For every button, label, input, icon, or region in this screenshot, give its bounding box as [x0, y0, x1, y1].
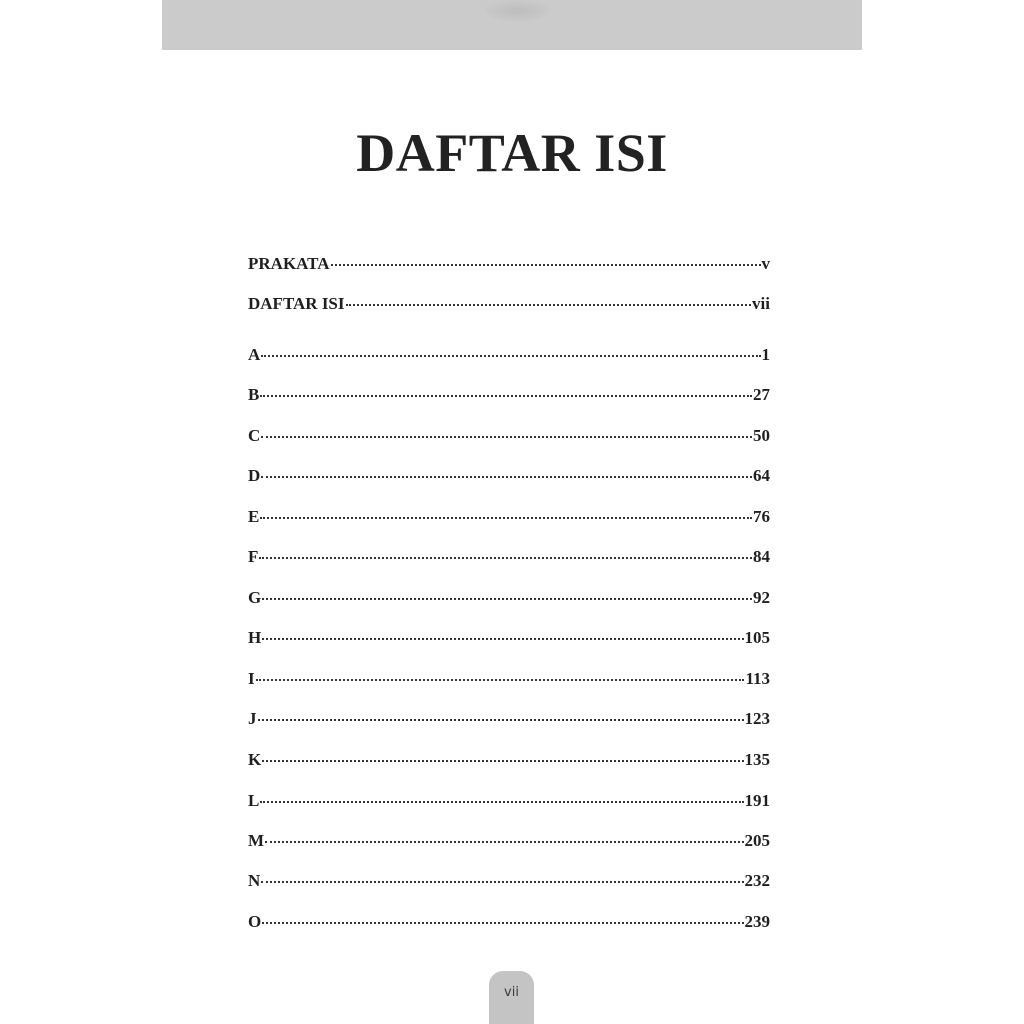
dot-leader: [261, 881, 743, 883]
toc-entry-n[interactable]: [248, 871, 770, 895]
toc-entry-page: 191: [744, 791, 770, 810]
dot-leader: [259, 557, 752, 559]
toc-entry-i[interactable]: [248, 669, 770, 693]
dot-leader: [331, 264, 761, 266]
dot-leader: [262, 638, 743, 640]
toc-entry-d[interactable]: [248, 466, 770, 490]
dot-leader: [262, 922, 743, 924]
toc-entry-label: B: [248, 385, 260, 404]
toc-entry-label: PRAKATA: [248, 254, 330, 273]
dot-leader: [346, 304, 752, 306]
dot-leader: [261, 355, 760, 357]
toc-entry-page: 123: [744, 709, 770, 728]
toc-entry-label: D: [248, 466, 261, 485]
toc-entry-e[interactable]: [248, 507, 770, 531]
toc-entry-page: 239: [744, 912, 770, 931]
toc-entry-label: F: [248, 547, 259, 566]
toc-entry-m[interactable]: [248, 831, 770, 855]
toc-entry-page: 84: [753, 547, 770, 566]
toc-entry-page: 105: [744, 628, 770, 647]
toc-entry-page: 1: [761, 345, 770, 364]
toc-entry-daftar-isi[interactable]: [248, 294, 770, 318]
dot-leader: [265, 841, 743, 843]
document-page: [162, 0, 862, 1024]
toc-entry-page: 113: [745, 669, 770, 688]
toc-entry-label: N: [248, 871, 261, 890]
toc-entry-label: I: [248, 669, 255, 688]
toc-entry-c[interactable]: [248, 426, 770, 450]
toc-entry-page: vii: [752, 294, 770, 313]
toc-entry-label: C: [248, 426, 261, 445]
dot-leader: [260, 395, 752, 397]
page-header-band: [162, 0, 862, 50]
toc-entry-prakata[interactable]: [248, 254, 770, 278]
toc-entry-j[interactable]: [248, 709, 770, 733]
toc-entry-page: 92: [753, 588, 770, 607]
toc-entry-label: E: [248, 507, 260, 526]
toc-entry-label: O: [248, 912, 262, 931]
toc-entry-label: G: [248, 588, 262, 607]
toc-entry-page: 27: [753, 385, 770, 404]
dot-leader: [261, 436, 752, 438]
toc-entry-page: 76: [753, 507, 770, 526]
dot-leader: [262, 598, 752, 600]
dot-leader: [261, 476, 752, 478]
dot-leader: [260, 517, 752, 519]
toc-entry-label: H: [248, 628, 262, 647]
page-number-tab: [489, 971, 534, 1024]
dot-leader: [262, 760, 743, 762]
toc-entry-label: DAFTAR ISI: [248, 294, 345, 313]
dot-leader: [260, 801, 743, 803]
toc-entry-k[interactable]: [248, 750, 770, 774]
toc-entry-label: M: [248, 831, 265, 850]
toc-entry-g[interactable]: [248, 588, 770, 612]
toc-entry-page: 232: [744, 871, 770, 890]
toc-entry-l[interactable]: [248, 791, 770, 815]
page-number: vii: [504, 985, 519, 1000]
toc-entry-page: 64: [753, 466, 770, 485]
toc-entry-label: A: [248, 345, 261, 364]
toc-entry-label: K: [248, 750, 262, 769]
dot-leader: [256, 679, 745, 681]
toc-entry-f[interactable]: [248, 547, 770, 571]
toc-entry-page: 205: [744, 831, 770, 850]
toc-entry-b[interactable]: [248, 385, 770, 409]
toc-entry-page: v: [761, 254, 770, 273]
toc-entry-label: L: [248, 791, 260, 810]
page-title: DAFTAR ISI: [356, 123, 668, 183]
dot-leader: [258, 719, 744, 721]
toc-entry-label: J: [248, 709, 257, 728]
toc-entry-page: 135: [744, 750, 770, 769]
toc-entry-a[interactable]: [248, 345, 770, 369]
toc-entry-page: 50: [753, 426, 770, 445]
toc-entry-o[interactable]: [248, 912, 770, 936]
toc-entry-h[interactable]: [248, 628, 770, 652]
